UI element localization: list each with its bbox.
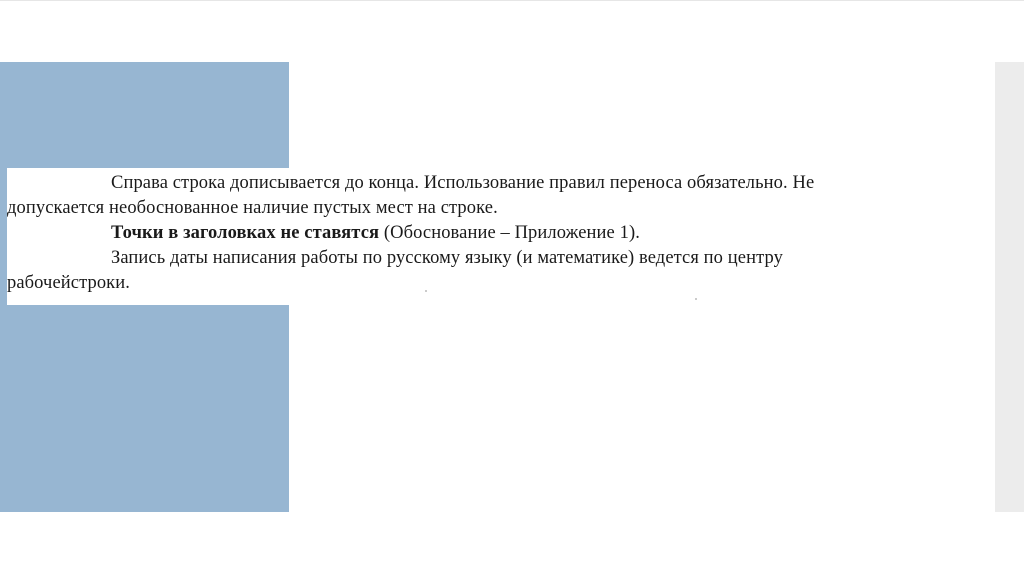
text-line-2: допускается необоснованное наличие пустых мест на строке.: [7, 198, 498, 218]
decorative-side-strip: [995, 62, 1024, 512]
text-line-1: Справа строка дописывается до конца. Использование правил переноса обязательно. Не: [111, 173, 815, 193]
scanned-text-excerpt: [7, 168, 972, 305]
text-line-3: [7, 222, 640, 244]
text-line-5: рабочейстроки.: [7, 273, 130, 293]
rule-reference: (Обоснование – Приложение 1).: [379, 223, 640, 243]
bold-rule-statement: Точки в заголовках не ставятся: [111, 223, 380, 243]
scan-speck: [695, 298, 697, 300]
top-divider: [0, 0, 1024, 1]
text-line-4: Запись даты написания работы по русскому языку (и математике) ведется по центру: [111, 248, 783, 268]
scan-speck: [425, 290, 427, 292]
